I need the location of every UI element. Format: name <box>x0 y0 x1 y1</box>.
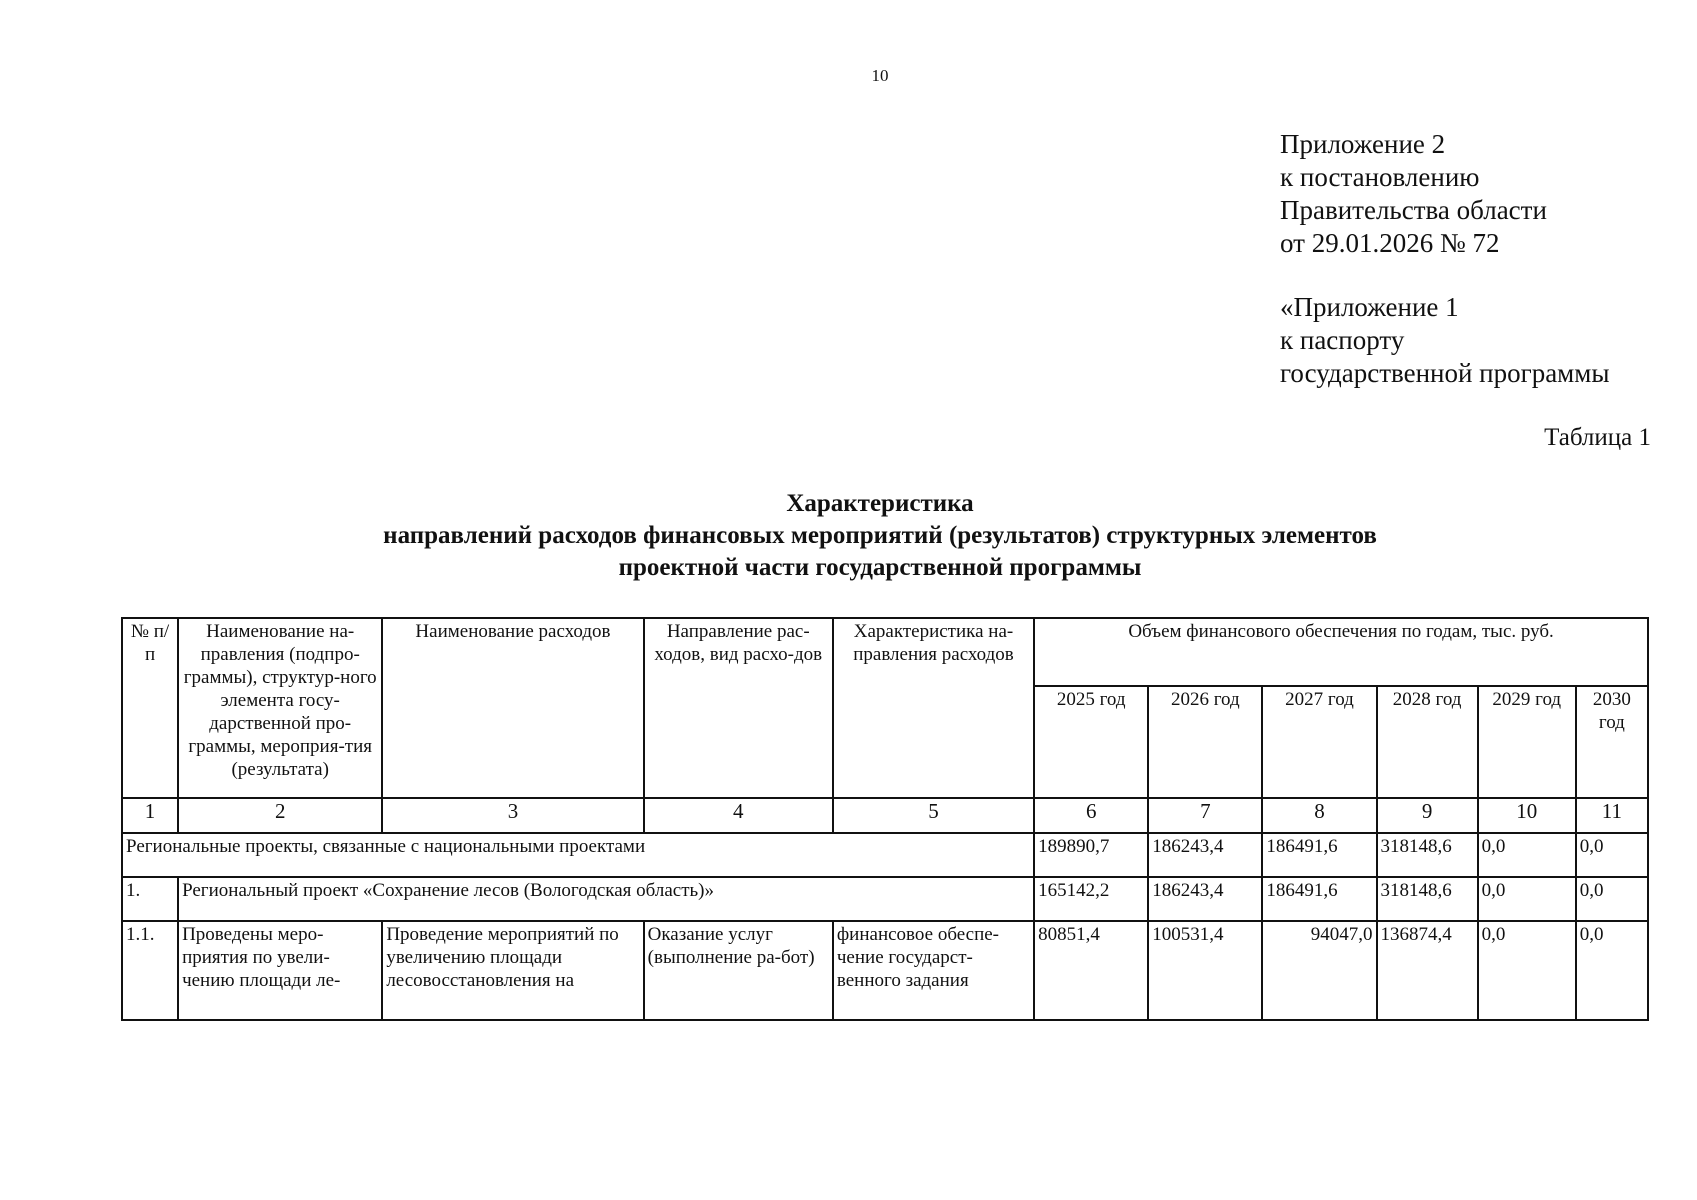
row-value: 189890,7 <box>1034 833 1148 877</box>
appendix-1-line: «Приложение 1 <box>1280 292 1459 322</box>
row-direction: Проведены меро-приятия по увели-чению площади ле- <box>178 921 382 1020</box>
column-number: 10 <box>1478 798 1576 833</box>
header-direction: Наименование на-правления (подпро-граммы), структур-ного элемента госу-дарственной про-граммы, мероприя-тия (результата) <box>178 618 382 798</box>
page-number: 10 <box>871 66 889 85</box>
row-value: 318148,6 <box>1377 833 1478 877</box>
appendix-1-line: к паспорту <box>1280 325 1405 355</box>
column-number: 11 <box>1576 798 1648 833</box>
table-label: Таблица 1 <box>1544 424 1651 451</box>
row-value: 186491,6 <box>1262 833 1376 877</box>
table-row <box>122 877 1648 921</box>
header-year: 2029 год <box>1478 686 1576 798</box>
header-year: 2030 год <box>1576 686 1648 798</box>
column-number: 1 <box>122 798 178 833</box>
row-value: 80851,4 <box>1034 921 1148 1020</box>
row-value: 100531,4 <box>1148 921 1262 1020</box>
column-number: 6 <box>1034 798 1148 833</box>
header-expense-direction: Направление рас-ходов, вид расхо-дов <box>644 618 833 798</box>
header-volume: Объем финансового обеспечения по годам, тыс. руб. <box>1034 618 1648 686</box>
header-num: № п/п <box>122 618 178 798</box>
row-num: 1.1. <box>122 921 178 1020</box>
row-value: 0,0 <box>1576 833 1648 877</box>
row-value: 0,0 <box>1478 877 1576 921</box>
appendix-1-line: государственной программы <box>1280 358 1610 388</box>
row-value: 186243,4 <box>1148 833 1262 877</box>
header-year: 2027 год <box>1262 686 1376 798</box>
column-number: 7 <box>1148 798 1262 833</box>
row-characteristic: финансовое обеспе-чение государст-венного задания <box>833 921 1034 1020</box>
row-value: 186491,6 <box>1262 877 1376 921</box>
appendix-1-block <box>1280 291 1610 390</box>
header-year: 2028 год <box>1377 686 1478 798</box>
row-num: 1. <box>122 877 178 921</box>
appendix-2-block <box>1280 128 1547 260</box>
table-row <box>122 833 1648 877</box>
column-number: 3 <box>382 798 643 833</box>
column-number: 4 <box>644 798 833 833</box>
appendix-2-line: к постановлению <box>1280 162 1480 192</box>
document-heading <box>0 488 1697 584</box>
appendix-2-line: Приложение 2 <box>1280 129 1446 159</box>
heading-line-3: проектной части государственной программы <box>618 554 1142 581</box>
appendix-2-line: от 29.01.2026 № 72 <box>1280 228 1500 258</box>
column-number-row <box>122 798 1648 833</box>
row-expense-name: Проведение мероприятий по увеличению площади лесовосстановления на <box>382 921 643 1020</box>
financing-table <box>121 617 1649 1021</box>
header-year: 2026 год <box>1148 686 1262 798</box>
row-value: 186243,4 <box>1148 877 1262 921</box>
table-row <box>122 921 1648 1020</box>
row-expense-direction: Оказание услуг (выполнение ра-бот) <box>644 921 833 1020</box>
column-number: 8 <box>1262 798 1376 833</box>
row-value: 0,0 <box>1478 921 1576 1020</box>
heading-line-2: направлений расходов финансовых мероприятий (результатов) структурных элементов <box>383 522 1377 549</box>
row-value: 136874,4 <box>1377 921 1478 1020</box>
row-value: 318148,6 <box>1377 877 1478 921</box>
row-value: 0,0 <box>1478 833 1576 877</box>
row-value: 94047,0 <box>1262 921 1376 1020</box>
row-value: 165142,2 <box>1034 877 1148 921</box>
column-number: 2 <box>178 798 382 833</box>
row-label: Региональные проекты, связанные с национальными проектами <box>122 833 1034 877</box>
row-value: 0,0 <box>1576 921 1648 1020</box>
column-number: 9 <box>1377 798 1478 833</box>
header-year: 2025 год <box>1034 686 1148 798</box>
header-characteristic: Характеристика на-правления расходов <box>833 618 1034 798</box>
header-expense-name: Наименование расходов <box>382 618 643 798</box>
heading-line-1: Характеристика <box>786 490 974 517</box>
row-label: Региональный проект «Сохранение лесов (Вологодская область)» <box>178 877 1034 921</box>
column-number: 5 <box>833 798 1034 833</box>
row-value: 0,0 <box>1576 877 1648 921</box>
header-row <box>122 618 1648 686</box>
appendix-2-line: Правительства области <box>1280 195 1547 225</box>
